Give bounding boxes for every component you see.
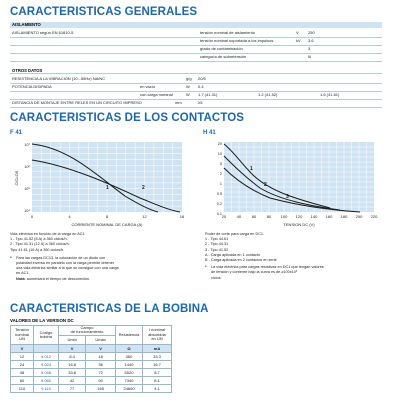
graph-h41-xtick: 180 — [340, 214, 348, 219]
graph-h41-xtick: 160 — [325, 214, 333, 219]
aislamiento-row-value: 3 — [308, 46, 311, 51]
graph-h41-ytick: 2 — [219, 172, 222, 176]
aislamiento-row-label: tensión nominal de aislamiento — [200, 30, 255, 35]
graph-f41-xtick: 4 — [68, 214, 71, 219]
bullet-icon: • — [10, 254, 12, 261]
graph-f41-xtick: 0 — [30, 214, 34, 219]
otros-row-value-1: 0.4 — [198, 84, 204, 89]
graph-f41-xlabel: CORRIENTE NOMINAL DE CARGA (A) — [71, 222, 143, 227]
graph-f41-xtick: 12 — [142, 214, 147, 219]
otros-row-sub: mm — [175, 100, 182, 105]
otros-row-unit: g/g — [186, 76, 192, 81]
graph-h41-xtick: 140 — [310, 214, 318, 219]
bobina-subtitle: VALORES DE LA VERSION DC — [10, 318, 74, 323]
table-row — [11, 360, 172, 368]
graph-h41-xtick: 100 — [280, 214, 288, 219]
aislamiento-row-label: tensión nominal soportada a los impulsos — [200, 38, 274, 43]
header-resistencia: Resistencia — [116, 326, 143, 345]
right-text-line: 1 - Tipo 44.61 — [205, 237, 229, 242]
table-row — [11, 368, 172, 376]
graph-f41-ylabel: CICLOS — [14, 170, 19, 186]
nota-text: aumentará el tiempo de desconexión. — [25, 276, 91, 281]
table-cell: 5520 — [116, 368, 143, 376]
bullet-icon: • — [205, 264, 207, 271]
left-bullet-line: una vida eléctrica similar a la que se consigue con una carga — [16, 266, 119, 271]
table-cell: 8.4 — [59, 352, 86, 360]
section-title-contactos: CARACTERISTICAS DE LOS CONTACTOS — [10, 112, 245, 124]
graph-h41-ytick: 0.2 — [216, 202, 222, 206]
right-bullet-line: de tensión y corriente bajo la curva es de ≥100x10³ — [211, 270, 298, 275]
graph-f41-curve-label-1: 1 — [106, 185, 109, 191]
subheader-umin: Umin — [59, 335, 86, 344]
table-cell: 360 — [116, 352, 143, 360]
right-text-line: A - Carga aplicada en 1 contacto — [205, 252, 261, 257]
otros-row-value-1: ≥5 — [198, 100, 203, 105]
table-cell: 9.048 — [34, 368, 59, 376]
aislamiento-row-value: 3.6 — [308, 38, 314, 43]
otros-header: OTROS DATOS — [10, 68, 382, 74]
table-cell: 33.6 — [59, 368, 86, 376]
table-cell: 8.7 — [143, 368, 172, 376]
table-cell: 1440 — [116, 360, 143, 368]
graph-h41-xlabel: TENSION DC (V) — [283, 222, 315, 227]
right-bullet-line: ciclos. — [211, 275, 222, 280]
graph-f41-curve-label-2: 2 — [142, 185, 145, 191]
graph-f41-ytick: 10⁷ — [24, 143, 30, 147]
table-cell: 48 — [11, 368, 34, 376]
graph-f41-title: F 41 — [10, 130, 23, 136]
contactos-left-text — [10, 232, 119, 282]
table-cell: 18 — [86, 352, 116, 360]
section-title-generales: CARACTERISTICAS GENERALES — [10, 6, 198, 18]
right-text-line: 3 - Tipo 41.52 — [205, 247, 229, 252]
graph-h41-xtick: 220 — [370, 214, 378, 219]
graph-h41-xtick: 20 — [221, 214, 227, 219]
graph-h41-curve-label-2: 2 — [264, 182, 267, 188]
graph-f41-ytick: 10⁶ — [24, 165, 30, 169]
left-text-line: Vida eléctrica en función de la carga en AC1. — [10, 232, 86, 236]
otros-row-label: POTENCIA DISIPADA — [12, 84, 52, 89]
graph-h41-ytick: 5 — [219, 162, 222, 166]
table-cell: 24600 — [116, 384, 143, 392]
left-text-line: Tipo 41.61 (16 A) a 360 ciclos/h. — [10, 247, 65, 252]
left-bullet-line: en AC1. — [16, 271, 30, 276]
graph-h41-xtick: 40 — [236, 214, 242, 219]
right-text-line: 2 - Tipo 44.31 — [205, 242, 229, 247]
table-cell: 12 — [11, 352, 34, 360]
graph-h41-ytick: 10 — [217, 152, 222, 156]
graph-h41-title: H 41 — [203, 130, 216, 136]
otros-row-value-1: 20/5 — [198, 76, 206, 81]
nota-label: Nota: — [16, 276, 26, 281]
table-cell: 42 — [59, 376, 86, 384]
otros-row-label: DISTANCIA DE MONTAJE ENTRE RELES EN UN CIRCUITO IMPRESO — [12, 100, 142, 105]
table-cell: 77 — [59, 384, 86, 392]
left-bullet-line: polaridad inversa en paralelo con la carga permite obtener — [16, 261, 115, 266]
right-bullet-line: • La vida eléctrica para cargas resistivas en DC1 que tengan valores — [205, 264, 324, 271]
left-text-line: 1 - Tipo 41.52 (8 A) a 360 ciclos/h. — [10, 237, 68, 242]
graph-h41-ytick: 0.5 — [216, 192, 222, 196]
contactos-right-text — [205, 232, 324, 281]
left-text-line: 2 - Tipo 41.31 (12 A) a 360 ciclos/h. — [10, 242, 70, 247]
graph-h41-ytick: 20 — [217, 142, 222, 146]
graph-h41-xtick: 60 — [251, 214, 257, 219]
graph-f41 — [10, 138, 190, 230]
nota-line — [10, 277, 119, 282]
table-cell: 90 — [86, 376, 116, 384]
header-codigo: Código bobina — [34, 326, 59, 345]
aislamiento-row-unit: kV — [296, 38, 301, 43]
graph-h41-xtick: 200 — [355, 214, 363, 219]
aislamiento-row-value: 250 — [308, 30, 315, 35]
table-cell: 33.3 — [143, 352, 172, 360]
aislamiento-header: AISLAMIENTO — [10, 22, 382, 28]
table-cell: 16.8 — [59, 360, 86, 368]
graph-h41-xtick: 120 — [295, 214, 303, 219]
header-campo: Campo de funcionamiento — [59, 326, 116, 336]
table-cell: 60 — [11, 376, 34, 384]
graph-f41-ytick: 10⁵ — [24, 187, 30, 191]
table-cell: 4.1 — [143, 384, 172, 392]
otros-row-unit: W — [186, 84, 190, 89]
aislamiento-row-value: III — [308, 54, 312, 59]
aislamiento-row — [10, 53, 382, 62]
table-cell: 9.060 — [34, 376, 59, 384]
table-cell: 9.110 — [34, 384, 59, 392]
otros-row-sub: en vacío — [140, 84, 156, 89]
table-cell: 9.012 — [34, 352, 59, 360]
graph-f41-xtick: 16 — [179, 214, 185, 219]
right-text-line: Poder de corte para carga en DC1. — [205, 232, 265, 236]
table-cell: 165 — [86, 384, 116, 392]
table-cell: 16.7 — [143, 360, 172, 368]
graph-f41-ytick: 10⁴ — [24, 209, 30, 213]
section-title-bobina: CARACTERISTICAS DE LA BOBINA — [10, 303, 209, 315]
graph-h41-ytick: 1 — [219, 182, 222, 186]
table-cell: 8.1 — [143, 376, 172, 384]
table-row — [11, 376, 172, 384]
graph-h41-ytick: 0.1 — [216, 212, 222, 216]
header-tension: Tensión nominal UN — [11, 326, 34, 345]
header-inominal: I nominal absorbida en UN — [143, 326, 172, 345]
graph-f41-xtick: 8 — [105, 214, 109, 219]
table-cell: 72 — [86, 368, 116, 376]
subheader-umax: Umax — [86, 335, 116, 344]
table-cell: 36 — [86, 360, 116, 368]
units-row: V V V Ω mA — [11, 344, 172, 352]
right-text-line: B - Carga aplicada en 2 contactos en serie — [205, 258, 277, 263]
otros-row — [10, 99, 382, 108]
otros-row-unit: W — [186, 92, 190, 97]
otros-row-value-1: 1.7 (41.31) — [198, 92, 218, 97]
table-cell: 9.024 — [34, 360, 59, 368]
otros-row-value-3: 1.6 (41.61) — [320, 92, 340, 97]
graph-h41-curve-label-3: 3 — [286, 194, 289, 200]
graph-h41-xtick: 80 — [266, 214, 272, 219]
graph-h41 — [200, 138, 392, 230]
otros-row-value-2: 1.2 (41.52) — [258, 92, 278, 97]
table-cell: 110 — [11, 384, 34, 392]
table-cell: 7340 — [116, 376, 143, 384]
aislamiento-row-unit: V — [296, 30, 299, 35]
table-cell: 24 — [11, 360, 34, 368]
aislamiento-label: AISLAMIENTO según EN 61810-5 — [12, 30, 74, 35]
table-row — [11, 352, 172, 360]
bobina-table — [10, 325, 172, 393]
graph-h41-curve-label-1: 1 — [250, 166, 253, 172]
left-bullet-line: • Para las cargas DC13, la colocación de un diodo con — [10, 254, 106, 261]
aislamiento-row-label: categoría de sobretensión — [200, 54, 247, 59]
otros-row-label: RESISTENCIA A LA VIBRACION (10...55Hz) NA/NC — [12, 76, 106, 81]
otros-row-sub: con carga nominal — [140, 92, 173, 97]
aislamiento-row-label: grado de contaminación — [200, 46, 243, 51]
table-row — [11, 384, 172, 392]
